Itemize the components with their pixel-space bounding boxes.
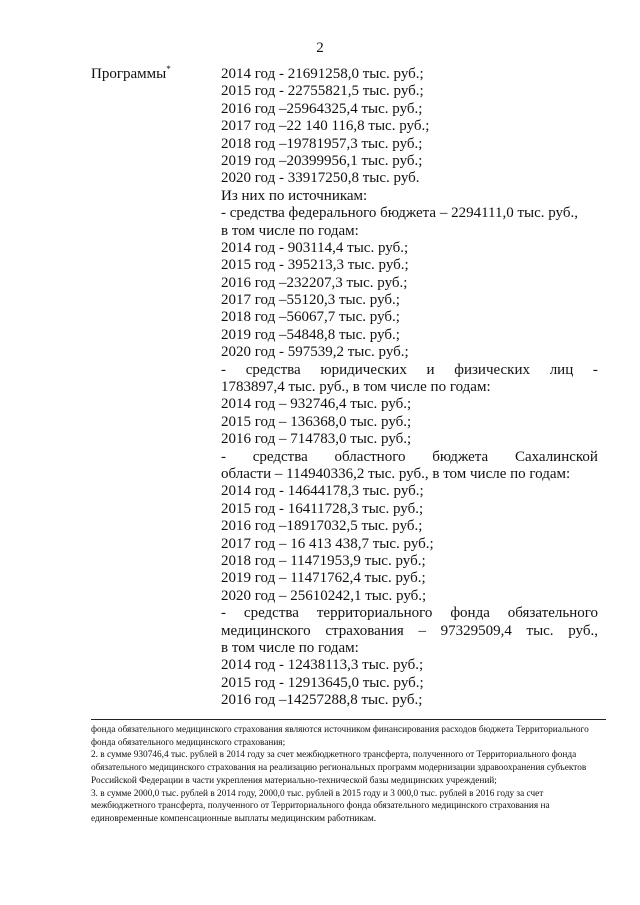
funding-word: средства xyxy=(252,448,308,465)
funding-word: обязательного xyxy=(507,605,598,622)
funding-line: 2014 год - 12438113,3 тыс. руб.; xyxy=(221,657,424,674)
funding-line: 2019 год –54848,8 тыс. руб.; xyxy=(221,326,400,343)
funding-line: 2014 год – 932746,4 тыс. руб.; xyxy=(221,396,412,413)
programs-label xyxy=(91,66,171,83)
funding-line: 2015 год - 12913645,0 тыс. руб.; xyxy=(221,674,424,691)
footnote-item: 3. в сумме 2000,0 тыс. рублей в 2014 году, 2000,0 тыс. рублей в 2015 году и 3 000,0 тыс. рублей в 2016 году за счет межбюджетного трансферта, полученного от Территориального фонда обязательного медицинского страхования на единовременные компенсационные выплаты медицинским работникам. xyxy=(91,788,550,824)
funding-word: лиц xyxy=(549,361,574,378)
footnote-mark: * xyxy=(166,64,171,74)
funding-line: 2015 год – 136368,0 тыс. руб.; xyxy=(221,413,412,430)
page-number: 2 xyxy=(316,40,324,56)
funding-line: 2017 год –55120,3 тыс. руб.; xyxy=(221,292,400,309)
funding-word: - xyxy=(221,448,226,465)
funding-line: 2015 год - 22755821,5 тыс. руб.; xyxy=(221,83,424,100)
funding-word: территориального xyxy=(316,605,433,622)
funding-word: фонда xyxy=(450,605,490,622)
funding-word: средства xyxy=(245,361,301,378)
funding-word: - xyxy=(221,605,226,622)
funding-word: и xyxy=(426,361,435,378)
funding-line xyxy=(221,623,598,640)
funding-word: бюджета xyxy=(432,448,489,465)
funding-line: в том числе по годам: xyxy=(221,222,359,239)
funding-line: 2018 год –56067,7 тыс. руб.; xyxy=(221,309,400,326)
funding-line: 1783897,4 тыс. руб., в том числе по годам: xyxy=(221,379,491,396)
footnote-item: фонда обязательного медицинского страхования являются источником финансирования расходов бюджета Территориального фонда обязательного медицинского страхования; xyxy=(91,725,589,748)
funding-word: 97329509,4 xyxy=(440,622,512,639)
footnotes xyxy=(91,724,606,826)
funding-breakdown xyxy=(221,66,598,709)
funding-word: физических xyxy=(454,361,530,378)
funding-line: 2016 год –18917032,5 тыс. руб.; xyxy=(221,518,423,535)
funding-line: области – 114940336,2 тыс. руб., в том числе по годам: xyxy=(221,465,571,482)
funding-line: 2016 год –232207,3 тыс. руб.; xyxy=(221,274,408,291)
funding-word: Сахалинской xyxy=(514,448,598,465)
funding-line: 2014 год - 14644178,3 тыс. руб.; xyxy=(221,483,424,500)
funding-line xyxy=(221,605,598,622)
funding-line: 2018 год –19781957,3 тыс. руб.; xyxy=(221,135,423,152)
funding-line: 2015 год - 395213,3 тыс. руб.; xyxy=(221,257,409,274)
funding-word: - xyxy=(221,361,226,378)
funding-line: 2020 год - 597539,2 тыс. руб.; xyxy=(221,344,409,361)
funding-word: руб., xyxy=(568,622,598,639)
funding-word: страхования xyxy=(325,622,404,639)
funding-line xyxy=(221,449,598,466)
funding-line: Из них по источникам: xyxy=(221,187,368,204)
funding-line: 2016 год –25964325,4 тыс. руб.; xyxy=(221,100,423,117)
funding-line: 2015 год - 16411728,3 тыс. руб.; xyxy=(221,500,424,517)
funding-line: 2017 год – 16 413 438,7 тыс. руб.; xyxy=(221,535,434,552)
funding-word: – xyxy=(418,622,426,639)
funding-line: 2019 год –20399956,1 тыс. руб.; xyxy=(221,152,423,169)
funding-line: - средства федерального бюджета – 2294111,0 тыс. руб., xyxy=(221,205,578,222)
funding-line: 2019 год – 11471762,4 тыс. руб.; xyxy=(221,570,426,587)
funding-line: 2014 год - 21691258,0 тыс. руб.; xyxy=(221,66,424,82)
funding-line: в том числе по годам: xyxy=(221,639,359,656)
funding-line: 2017 год –22 140 116,8 тыс. руб.; xyxy=(221,118,430,135)
footnote-item: 2. в сумме 930746,4 тыс. рублей в 2014 году за счет межбюджетного трансферта, полученного от Территориального фонда обязательного медицинского страхования на реализацию региональных программ модернизации здравоохранения субъектов Российской Федерации в части укрепления материально-технической базы медицинских учреждений; xyxy=(91,750,587,786)
funding-line: 2020 год – 25610242,1 тыс. руб.; xyxy=(221,587,427,604)
funding-line xyxy=(221,362,598,379)
funding-line: 2018 год – 11471953,9 тыс. руб.; xyxy=(221,552,426,569)
funding-word: областного xyxy=(334,448,406,465)
funding-word: юридических xyxy=(320,361,407,378)
funding-word: - xyxy=(592,361,598,378)
funding-line: 2014 год - 903114,4 тыс. руб.; xyxy=(221,239,409,256)
funding-line: 2016 год –14257288,8 тыс. руб.; xyxy=(221,692,423,709)
funding-word: медицинского xyxy=(221,622,311,639)
programs-label-text: Программы xyxy=(91,66,167,82)
funding-word: средства xyxy=(243,605,299,622)
funding-line: 2016 год – 714783,0 тыс. руб.; xyxy=(221,431,412,448)
footnote-divider xyxy=(91,719,606,720)
funding-word: тыс. xyxy=(526,622,554,639)
funding-line: 2020 год - 33917250,8 тыс. руб. xyxy=(221,170,420,187)
